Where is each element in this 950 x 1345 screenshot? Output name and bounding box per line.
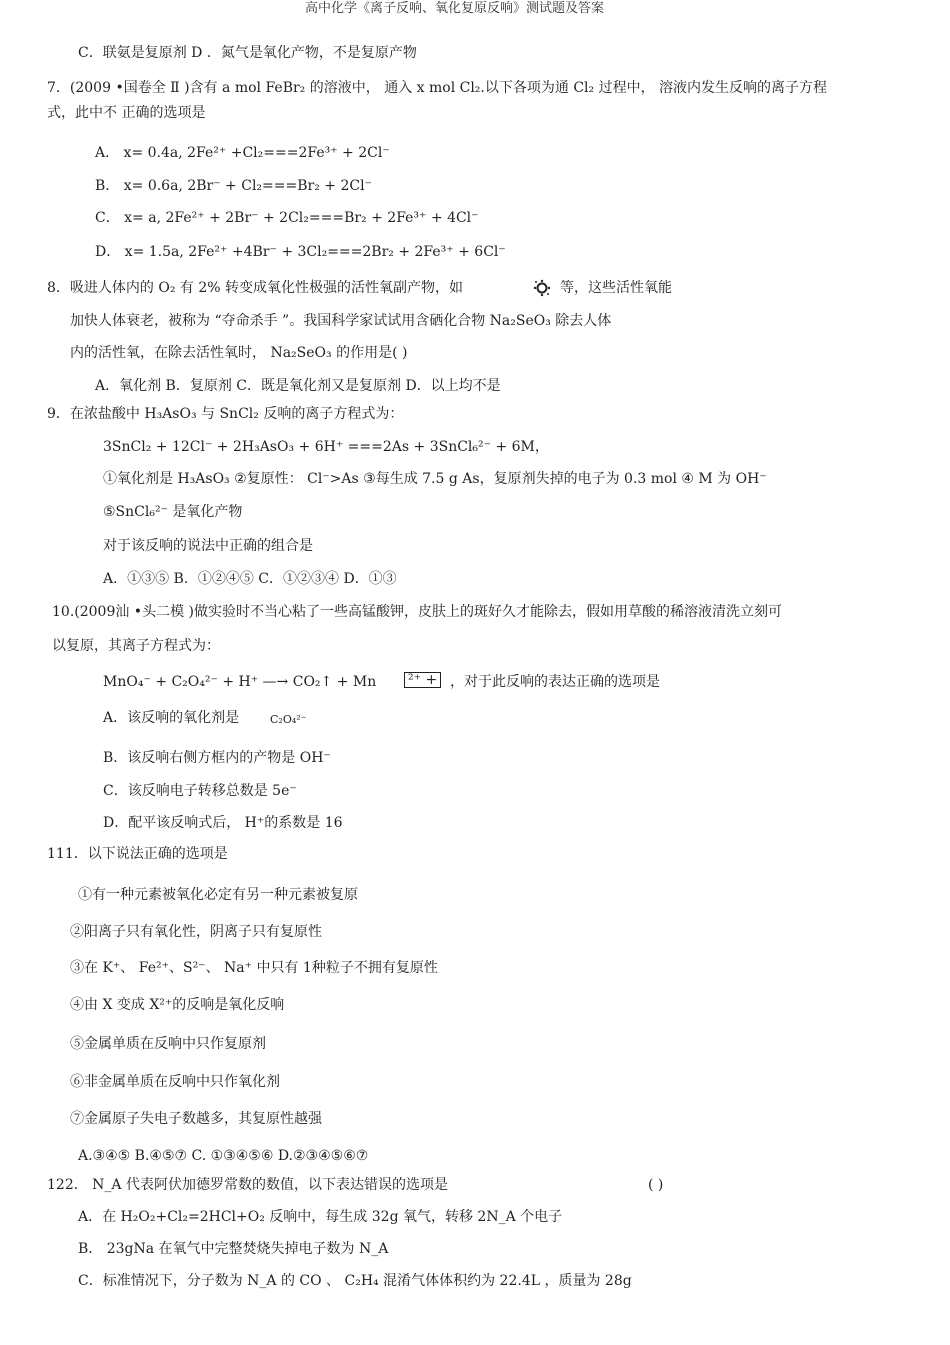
q12-stem: 122． N_A 代表阿伏加德罗常数的数值，以下表达错误的选项是 (47, 1177, 448, 1193)
q7-option-a: A． x= 0.4a, 2Fe²⁺ +Cl₂===2Fe³⁺ + 2Cl⁻ (95, 145, 390, 161)
q7-option-d: D． x= 1.5a, 2Fe²⁺ +4Br⁻ + 3Cl₂===2Br₂ + 2Fe³⁺ + 6Cl⁻ (95, 244, 506, 260)
q9-question: 对于该反响的说法中正确的组合是 (103, 538, 313, 554)
q10-option-d: D．配平该反响式后， H⁺的系数是 16 (103, 815, 343, 831)
q8-options: A．氧化剂 B．复原剂 C．既是氧化剂又是复原剂 D．以上均不是 (95, 378, 501, 394)
q9-stem: 9．在浓盐酸中 H₃AsO₃ 与 SnCl₂ 反响的离子方程式为： (47, 406, 404, 422)
q7-option-b: B． x= 0.6a, 2Br⁻ + Cl₂===Br₂ + 2Cl⁻ (95, 178, 372, 194)
q9-options: A．①③⑤ B．①②④⑤ C．①②③④ D．①③ (103, 571, 397, 587)
q9-statement-5: ⑤SnCl₆²⁻ 是氧化产物 (103, 504, 243, 520)
q8-stem-line3: 内的活性氧，在除去活性氧时， Na₂SeO₃ 的作用是( ) (70, 345, 408, 361)
q9-statements-1to4: ①氧化剂是 H₃AsO₃ ②复原性： Cl⁻>As ③每生成 7.5 g As，复原剂失掉的电子为 0.3 mol ④ M 为 OH⁻ (103, 471, 767, 487)
q6-option-cd: C．联氨是复原剂 D ．氮气是氧化产物，不是复原产物 (78, 45, 417, 61)
q11-statement-5: ⑤金属单质在反响中只作复原剂 (70, 1036, 266, 1052)
q8-stem-line1b: 等，这些活性氧能 (560, 280, 672, 296)
q8-stem-line1a: 8．吸进人体内的 O₂ 有 2% 转变成氧化性极强的活性氧副产物，如 (47, 280, 464, 296)
q10-stem-line2: 以复原，其离子方程式为： (52, 638, 220, 654)
q11-statement-3: ③在 K⁺、 Fe²⁺、S²⁻、 Na⁺ 中只有 1种粒子不拥有复原性 (70, 960, 438, 976)
oxygen-radical-icon (532, 279, 552, 302)
q11-statement-7: ⑦金属原子失电子数越多，其复原性越强 (70, 1111, 322, 1127)
q11-statement-2: ②阳离子只有氧化性，阴离子只有复原性 (70, 924, 322, 940)
q10-stem-line1: 10.(2009汕 •头二模 )做实验时不当心粘了一些高锰酸钾，皮肤上的斑好久才能除去，假如用草酸的稀溶液清洗立刻可 (52, 604, 782, 620)
q11-statement-6: ⑥非金属单质在反响中只作氧化剂 (70, 1074, 280, 1090)
q10-equation-right: ，对于此反响的表达正确的选项是 (450, 674, 660, 690)
q12-answer-bracket: ( ) (648, 1177, 664, 1193)
q11-statement-4: ④由 X 变成 X²⁺的反响是氧化反响 (70, 997, 285, 1013)
q7-stem-line1: 7．(2009 •国卷全 Ⅱ )含有 a mol FeBr₂ 的溶液中， 通入 x mol Cl₂.以下各项为通 Cl₂ 过程中， 溶液内发生反响的离子方程 (47, 80, 828, 96)
q8-stem-line2: 加快人体衰老，被称为 “夺命杀手 ”。我国科学家试试用含硒化合物 Na₂SeO₃ 除去人体 (70, 313, 612, 329)
q7-stem-line2: 式，此中不 正确的选项是 (47, 105, 206, 121)
q11-statement-1: ①有一种元素被氧化必定有另一种元素被复原 (78, 887, 358, 903)
q12-option-a: A．在 H₂O₂+Cl₂=2HCl+O₂ 反响中，每生成 32g 氧气，转移 2N_A 个电子 (78, 1209, 563, 1225)
q10-equation-left: MnO₄⁻ + C₂O₄²⁻ + H⁺ —→ CO₂↑ + Mn (103, 674, 377, 690)
q10-option-a: A．该反响的氧化剂是 (103, 710, 240, 726)
page-header-title: 高中化学《离子反响、氧化复原反响》测试题及答案 (305, 1, 605, 16)
q10-option-b: B．该反响右侧方框内的产物是 OH⁻ (103, 750, 331, 766)
q12-option-b: B． 23gNa 在氧气中完整焚烧失掉电子数为 N_A (78, 1241, 389, 1257)
q9-equation: 3SnCl₂ + 12Cl⁻ + 2H₃AsO₃ + 6H⁺ ===2As + 3SnCl₆²⁻ + 6M， (103, 439, 549, 455)
q12-option-c: C．标准情况下，分子数为 N_A 的 CO 、 C₂H₄ 混淆气体体积约为 22.4L ，质量为 28g (78, 1273, 632, 1289)
q10-option-c: C．该反响电子转移总数是 5e⁻ (103, 783, 297, 799)
q10-option-a-value: C₂O₄²⁻ (270, 713, 307, 726)
q11-options: A.③④⑤ B.④⑤⑦ C. ①③④⑤⑥ D.②③④⑤⑥⑦ (78, 1148, 369, 1164)
q7-option-c: C． x= a, 2Fe²⁺ + 2Br⁻ + 2Cl₂===Br₂ + 2Fe³⁺ + 4Cl⁻ (95, 210, 479, 226)
q11-stem: 111．以下说法正确的选项是 (47, 846, 228, 862)
q10-answer-box: ²⁺ + (404, 672, 441, 688)
